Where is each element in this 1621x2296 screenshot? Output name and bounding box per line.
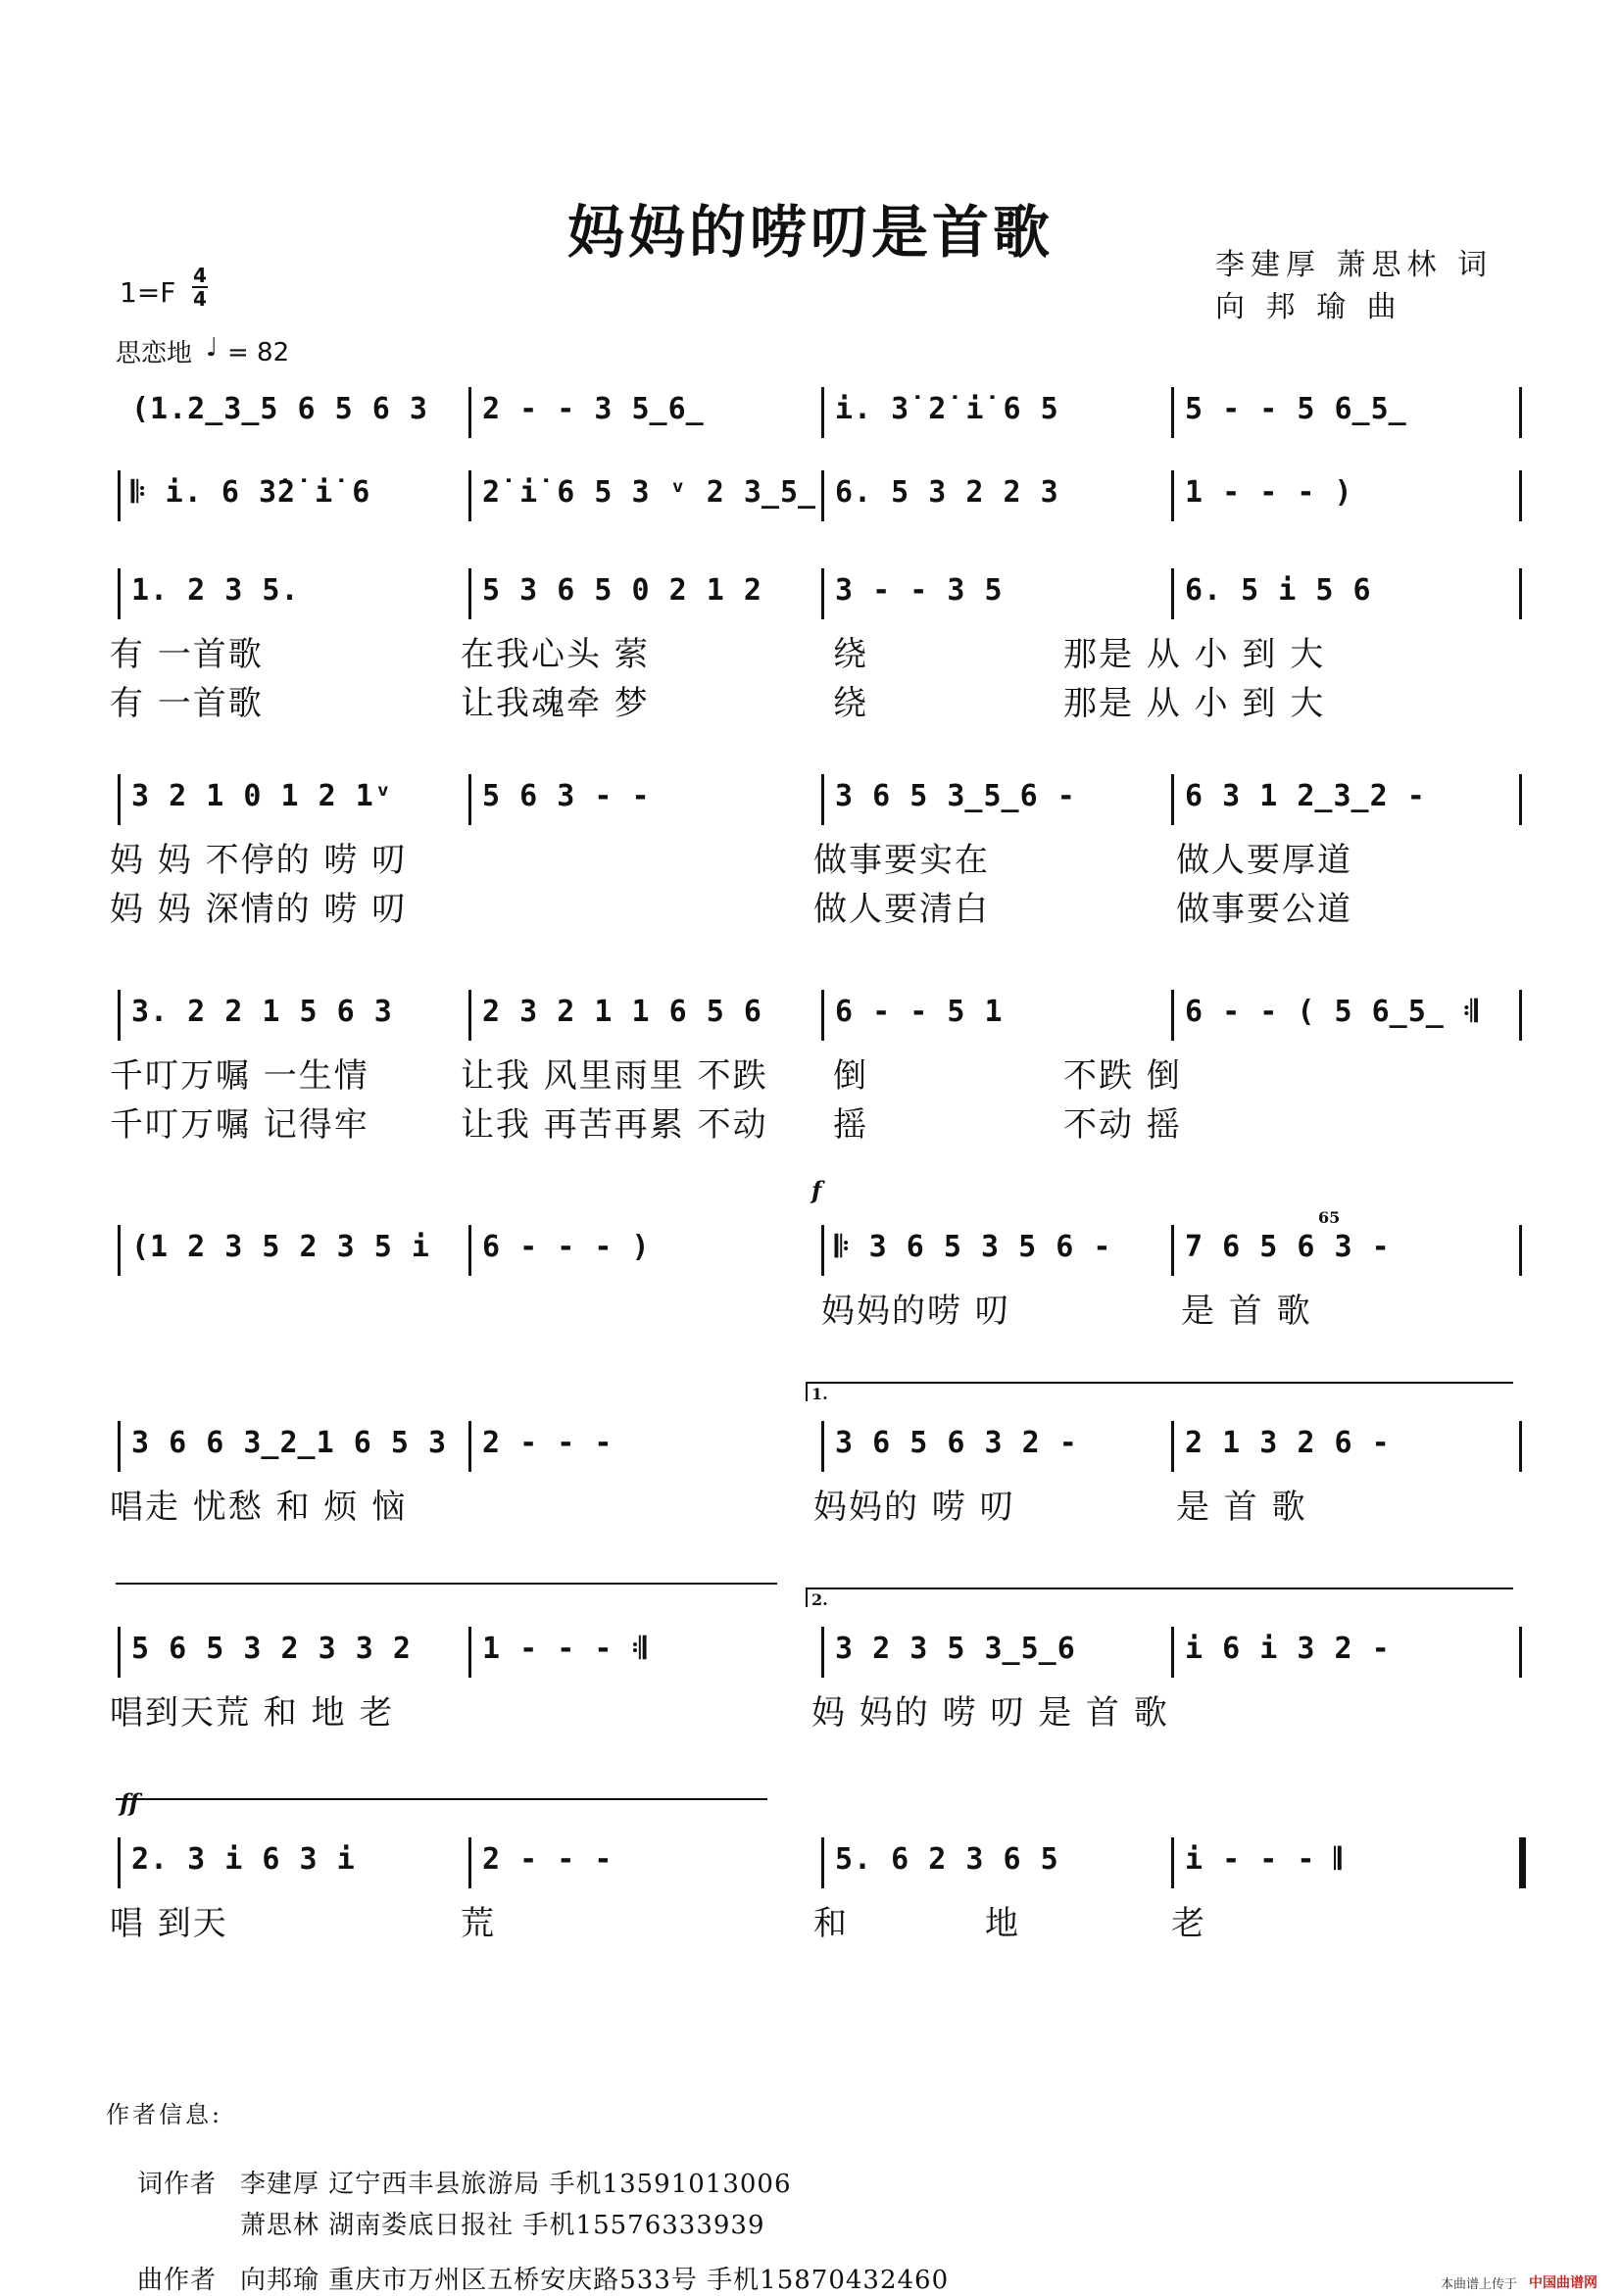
volta-label: 2. [811,1590,828,1609]
lyricist-info-2: 萧思林 湖南娄底日报社 手机15576333939 [240,2211,765,2240]
measure-notes: 3. 2 2 1 5 6 3 [131,995,393,1029]
measure-notes: 5. 6 2 3 6 5 [835,1842,1059,1877]
measure-notes: 1 - - - 𝄇 [482,1632,648,1666]
bar-line [821,470,824,521]
bar-line [1171,1421,1174,1472]
measure-notes: 2 - - - [482,1426,614,1460]
volta-rule [116,1798,767,1800]
measure-notes: i. 3̇ 2̇ i̇ 6 5 [835,392,1059,426]
lyric-segment: 那是 从 小 到 大 [1063,684,1326,723]
lyric-segment: 唱走 忧愁 和 烦 恼 [110,1488,408,1527]
measure-notes: 𝄆 i. 6 3̇2̇ i̇ 6 [131,475,371,510]
lyric-segment: 让我 风里雨里 不跌 [461,1056,768,1096]
measure-notes: 7 6 5 6 3 - [1185,1230,1391,1264]
lyric-segment: 妈妈的 唠 叨 [813,1488,1015,1527]
bar-line [1171,568,1174,619]
lyric-segment: 让我魂牵 梦 [461,684,650,723]
lyricist-info-1: 李建厚 辽宁西丰县旅游局 手机13591013006 [240,2170,792,2199]
bar-line [118,568,121,619]
measure-notes: 3 6 5 6 3 2 - [835,1426,1078,1460]
volta-bracket [806,1588,1513,1607]
bar-line [468,990,471,1041]
measure-notes: (1.2̲3̲5 6 5 6 3 [131,392,428,426]
measure-notes: 6. 5 i 5 6 [1185,573,1372,608]
measure-notes: 3 6 5 3̲5̲6 - [835,779,1076,813]
lyric-segment: 那是 从 小 到 大 [1063,635,1326,674]
lyric-segment: 摇 [833,1105,868,1145]
dynamic-marking: f [811,1176,822,1204]
bar-line [1171,990,1174,1041]
bar-line [118,470,121,521]
lyricist-credit: 李建厚 萧思林 词 [1215,248,1494,282]
lyric-segment: 唱到天荒 和 地 老 [110,1693,395,1733]
lyric-segment: 地 [985,1904,1020,1943]
bar-line [468,1225,471,1276]
bar-line [1519,1837,1526,1888]
measure-notes: 6 - - 5 1 [835,995,1004,1029]
measure-notes: 2 - - 3 5̲6̲ [482,392,705,426]
song-title: 妈妈的唠叨是首歌 [566,199,1054,266]
lyricist-label: 词作者 [137,2170,218,2199]
bar-line [821,1421,824,1472]
measure-notes: 5 6 5 3 2 3 3 2 [131,1632,412,1666]
bar-line [821,990,824,1041]
bar-line [1519,1421,1522,1472]
lyric-segment: 妈 妈的 唠 叨 是 首 歌 [811,1693,1169,1733]
measure-notes: i - - - 𝄂 [1185,1842,1343,1877]
lyric-segment: 做人要厚道 [1176,841,1352,880]
measure-notes: 6 - - - ) [482,1230,651,1264]
measure-notes: 2 3 2 1 1 6 5 6 [482,995,762,1029]
tempo-bpm: = 82 [227,338,290,367]
lyric-segment: 倒 [833,1056,868,1096]
measure-notes: 1. 2 3 5. [131,573,300,608]
measure-notes: 6 3 1 2̲3̲2 - [1185,779,1426,813]
bar-line [1171,387,1174,438]
lyric-segment: 绕 [833,684,868,723]
bar-line [468,387,471,438]
bar-line [1519,990,1522,1041]
bar-line [1519,1627,1522,1678]
bar-line [1519,387,1522,438]
measure-notes: 2 1 3 2 6 - [1185,1426,1391,1460]
time-signature: 4 4 [193,264,207,311]
bar-line [1519,470,1522,521]
measure-notes: 3 - - 3 5 [835,573,1004,608]
measure-notes: 3 2 3 5 3̲5̲6 [835,1632,1076,1666]
grace-notes: 65 [1318,1208,1341,1227]
composer-credit: 向 邦 瑜 曲 [1215,290,1402,324]
bar-line [468,470,471,521]
bar-line [468,1837,471,1888]
bar-line [468,1421,471,1472]
measure-notes: 𝄆 3 6 5 3 5 6 - [835,1230,1112,1264]
lyric-segment: 老 [1171,1904,1206,1943]
bar-line [118,774,121,825]
bar-line [468,774,471,825]
lyric-segment: 是 首 歌 [1181,1292,1312,1331]
dynamic-marking: ff [120,1788,139,1817]
lyric-segment: 有 一首歌 [110,635,264,674]
measure-notes: 3 6 6 3̲2̲1 6 5 3 [131,1426,448,1460]
lyric-segment: 不动 摇 [1063,1105,1182,1145]
volta-rule [116,1583,777,1585]
key-signature: 1=F [120,276,176,309]
measure-notes: 5 6 3 - - [482,779,651,813]
bar-line [1171,1225,1174,1276]
quarter-note-icon: ♩ [206,333,219,363]
bar-line [118,1627,121,1678]
site-logo: 中国曲谱网 [1529,2275,1597,2291]
lyric-segment: 和 [813,1904,849,1943]
tempo-expression: 思恋地 [116,339,193,368]
measure-notes: 2. 3 i 6 3 i [131,1842,356,1877]
bar-line [821,1627,824,1678]
bar-line [1519,568,1522,619]
composer-info: 向邦瑜 重庆市万州区五桥安庆路533号 手机15870432460 [240,2266,950,2295]
bar-line [821,1837,824,1888]
lyric-segment: 在我心头 萦 [461,635,650,674]
bar-line [118,990,121,1041]
bar-line [821,1225,824,1276]
measure-notes: 3 2 1 0 1 2 1ᵛ [131,779,393,813]
lyric-segment: 荒 [461,1904,496,1943]
bar-line [118,1837,121,1888]
measure-notes: 5 3 6 5 0 2 1 2 [482,573,762,608]
measure-notes: 1 - - - ) [1185,475,1353,510]
bar-line [468,568,471,619]
bar-line [1519,1225,1522,1276]
lyric-segment: 妈妈的唠 叨 [821,1292,1010,1331]
bar-line [118,1421,121,1472]
lyric-segment: 妈 妈 不停的 唠 叨 [110,841,408,880]
author-info-heading: 作者信息: [106,2101,223,2128]
bar-line [118,1225,121,1276]
lyric-segment: 千叮万嘱 记得牢 [110,1105,369,1145]
measure-notes: 5 - - 5 6̲5̲ [1185,392,1407,426]
measure-notes: (1 2 3 5 2 3 5 i [131,1230,430,1264]
lyric-segment: 不跌 倒 [1063,1056,1182,1096]
bar-line [1519,774,1522,825]
bar-line [1171,774,1174,825]
lyric-segment: 千叮万嘱 一生情 [110,1056,369,1096]
measure-notes: 6. 5 3 2 2 3 [835,475,1059,510]
bar-line [1171,470,1174,521]
measure-notes: 2̇ i̇ 6 5 3 ᵛ 2 3̲5̲ [482,475,817,510]
measure-notes: 6 - - ( 5 6̲5̲ 𝄇 [1185,995,1479,1029]
lyric-segment: 绕 [833,635,868,674]
lyric-segment: 是 首 歌 [1176,1488,1307,1527]
lyric-segment: 有 一首歌 [110,684,264,723]
bar-line [468,1627,471,1678]
bar-line [821,774,824,825]
measure-notes: 2 - - - [482,1842,614,1877]
volta-label: 1. [811,1385,828,1403]
lyric-segment: 做人要清白 [813,890,990,929]
volta-bracket [806,1382,1513,1401]
lyric-segment: 做事要实在 [813,841,990,880]
lyric-segment: 妈 妈 深情的 唠 叨 [110,890,408,929]
measure-notes: i 6 i 3 2 - [1185,1632,1391,1666]
lyric-segment: 做事要公道 [1176,890,1352,929]
bar-line [821,387,824,438]
footer-upload-text: 本曲谱上传于 [1441,2277,1518,2292]
composer-label: 曲作者 [137,2266,218,2295]
bar-line [821,568,824,619]
bar-line [1171,1837,1174,1888]
lyric-segment: 唱 到天 [110,1904,228,1943]
lyric-segment: 让我 再苦再累 不动 [461,1105,768,1145]
bar-line [1171,1627,1174,1678]
